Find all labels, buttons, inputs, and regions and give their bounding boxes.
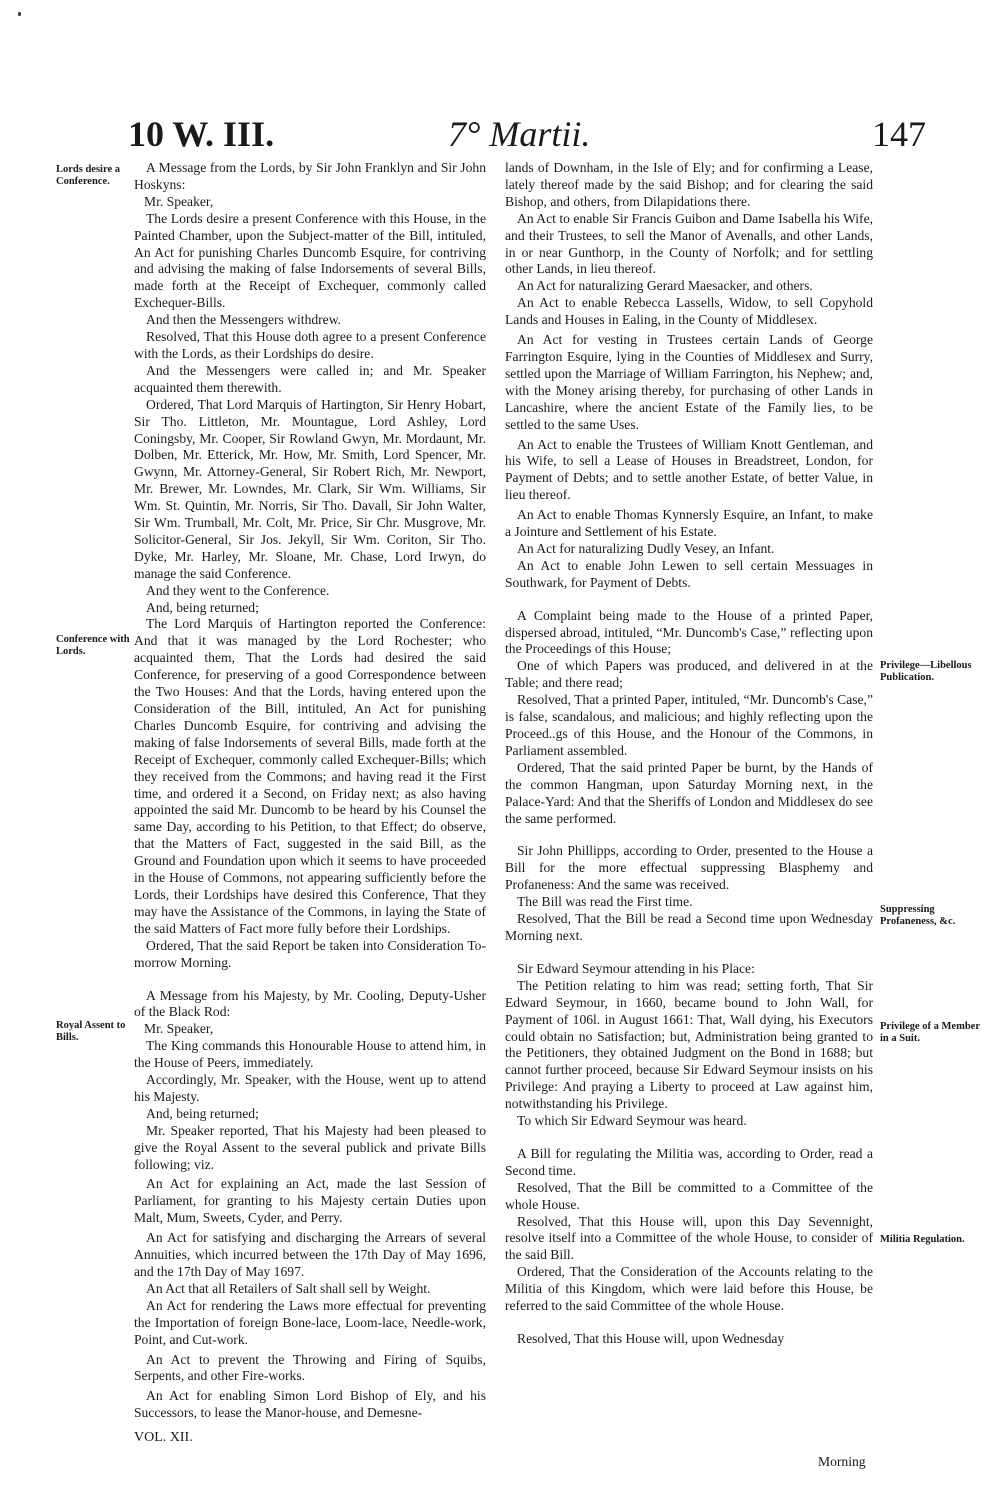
paragraph: To which Sir Edward Seymour was heard. [517, 1113, 747, 1129]
paragraph: And the Messengers were called in; and Mr. Speaker acquainted them therewith. [134, 362, 486, 395]
paragraph: An Act for naturalizing Gerard Maesacker, and others. [517, 278, 813, 294]
regnal-year: 10 W. III. [128, 114, 275, 154]
paragraph: An Act for satisfying and discharging the Arrears of several Annuities, which incurred between the 17th Day of May 1696, and the 17th Day of May 1697. [134, 1230, 486, 1279]
paragraph: An Act to enable Thomas Kynnersly Esquire, an Infant, to make a Jointure and Settlement of his Estate. [505, 507, 873, 540]
paragraph: An Act for naturalizing Dudly Vesey, an Infant. [517, 540, 775, 556]
paragraph: And then the Messengers withdrew. [146, 312, 342, 328]
catchword: Morning [818, 1454, 866, 1469]
ink-speck [18, 12, 21, 16]
paragraph: Ordered, That Lord Marquis of Hartington, Sir Henry Hobart, Sir Tho. Littleton, Mr. Mountague, Lord Ashley, Lord Coningsby, Mr. Cooper, Sir Rowland Gwyn, Mr. Mordaunt, Mr. Dolben, Mr. Etterick, Mr. How, Mr. Smith, Lord Spencer, Mr. Gwynn, Mr. Attorney-General, Sir Robert Rich, Mr. Newport, Mr. Brewer, Mr. Lowndes, Mr. Clark, Sir Wm. Williams, Sir Wm. St. Quintin, Mr. Norris, Sir Tho. Davall, Sir John Walter, Sir Wm. Trumball, Mr. Colt, Mr. Price, Sir Chr. Musgrove, Mr. Solicitor-General, Sir Jos. Jekyll, Sir Wm. Coriton, Sir Tho. Dyke, Mr. Harley, Mr. Sloane, Mr. Chase, Lord Irwyn, do manage the said Conference. [134, 396, 486, 581]
paragraph: Ordered, That the said printed Paper be burnt, by the Hands of the common Hangman, upon Saturday Morning next, in the Palace-Yard: And that the Sheriffs of London and Middlesex do see the same performed. [505, 759, 873, 826]
margin-note-privilege: Privilege—Libellous Publication. [880, 660, 972, 683]
paragraph: Mr. Speaker reported, That his Majesty had been pleased to give the Royal Assent to the several publick and private Bills following; viz. [134, 1122, 486, 1172]
margin-note-lords-desire: Lords desire a Conference. [56, 164, 120, 187]
paragraph: And they went to the Conference. [146, 582, 330, 598]
paragraph: And, being returned; [146, 1105, 259, 1121]
paragraph: Accordingly, Mr. Speaker, with the House, went up to attend his Majesty. [134, 1072, 486, 1104]
paragraph: An Act for explaining an Act, made the last Session of Parliament, for granting to his Majesty certain Duties upon Malt, Mum, Sweets, Cyder, and Perry. [134, 1176, 486, 1226]
paragraph: A Message from his Majesty, by Mr. Cooling, Deputy-Usher of the Black Rod: [134, 987, 486, 1020]
paragraph: An Act for enabling Simon Lord Bishop of Ely, and his Successors, to lease the Manor-house, and Demesne- [134, 1388, 486, 1421]
paragraph: An Act to enable Rebecca Lassells, Widow, to sell Copyhold Lands and Houses in Ealing, in the County of Middlesex. [505, 295, 873, 328]
paragraph: The Lords desire a present Conference with this House, in the Painted Chamber, upon the Subject-matter of the Bill, intituled, An Act for punishing Charles Duncomb Esquire, for contriving and advising the making of false Indorsements of several Bills, made forth at the Receipt of Exchequer, commonly called Exchequer-Bills. [134, 210, 486, 311]
paragraph: One of which Papers was produced, and delivered in at the Table; and there read; [505, 658, 873, 691]
page-number: 147 [872, 114, 926, 154]
paragraph: An Act to prevent the Throwing and Firing of Squibs, Serpents, and other Fire-works. [134, 1351, 486, 1384]
date-heading: 7° Martii. [448, 114, 591, 154]
right-column [505, 160, 873, 1348]
margin-note-suppressing: Suppressing Profaneness, &c. [880, 904, 956, 927]
paragraph: An Act for rendering the Laws more effectual for preventing the Importation of foreign Bone-lace, Loom-lace, Needle-work, Point, and Cut-work. [134, 1297, 486, 1347]
paragraph: Resolved, That this House will, upon this Day Sevennight, resolve itself into a Committee of the whole House, to consider of the said Bill. [505, 1213, 873, 1263]
paragraph: Resolved, That a printed Paper, intituled, “Mr. Duncomb's Case,” is false, scandalous, and malicious; and highly reflecting upon the Proceed..gs of this House, and the Honour of the Commons, in Parliament assembled. [505, 692, 873, 758]
paragraph: Ordered, That the Consideration of the Accounts relating to the Militia of this Kingdom, which were laid before this House, be referred to the said Committee of the whole House. [505, 1264, 873, 1314]
volume-footer: VOL. XII. [134, 1430, 193, 1445]
paragraph: Resolved, That the Bill be read a Second time upon Wednesday Morning next. [505, 911, 873, 943]
left-column [134, 160, 486, 1422]
paragraph: A Bill for regulating the Militia was, according to Order, read a Second time. [505, 1145, 873, 1178]
margin-note-conference: Conference with Lords. [56, 634, 130, 657]
paragraph: And, being returned; [146, 599, 259, 615]
paragraph: A Message from the Lords, by Sir John Franklyn and Sir John Hoskyns: [134, 160, 486, 192]
paragraph: An Act for vesting in Trustees certain Lands of George Farrington Esquire, lying in the Counties of Middlesex and Surry, settled upon the Marriage of William Farrington, his Nephew; and, with the Money arising thereby, for purchasing of other Lands in Lancashire, where the ancient Estate of the Family lies, to be settled to the same Uses. [505, 332, 873, 432]
paragraph: A Complaint being made to the House of a printed Paper, dispersed abroad, intituled, “Mr. Duncomb's Case,” reflecting upon the Proceedings of this House; [505, 607, 873, 657]
paragraph: Mr. Speaker, [144, 1021, 214, 1037]
paragraph: Sir John Phillipps, according to Order, presented to the House a Bill for the more effectual suppressing Blasphemy and Profaneness: And the same was received. [505, 843, 873, 893]
paragraph: An Act to enable Sir Francis Guibon and Dame Isabella his Wife, and their Trustees, to sell the Manor of Avenalls, and other Lands, in or near Gunthorp, in the County of Norfolk; and for settling other Lands, in lieu thereof. [505, 210, 873, 277]
paragraph: Sir Edward Seymour attending in his Place: [517, 960, 755, 976]
paragraph: Resolved, That this House doth agree to a present Conference with the Lords, as their Lordships do desire. [134, 329, 486, 361]
paragraph: Mr. Speaker, [144, 193, 214, 209]
paragraph: The Bill was read the First time. [517, 894, 693, 910]
paragraph: The Lord Marquis of Hartington reported the Conference: And that it was managed by the Lord Rochester; who acquainted them, That the Lords had desired the said Conference, for preserving of a good Correspondence between the Two Houses: And that the Lords, having entered upon the Consideration of the Bill, intituled, An Act for punishing Charles Duncomb Esquire, for contriving and advising the making of false Indorsements of several Bills, made forth at the Receipt of Exchequer, commonly called Exchequer-Bills; which they received from the Commons; and having read it the First time, and ordered it a Second, on Friday next; as also having appointed the said Mr. Duncomb to be heard by his Counsel the same Day, according to his Petition, to that Effect; do observe, that the Matters of Fact, suggested in the said Bill, as the Ground and Foundation upon which it seems to have proceeded in the House of Commons, not appearing sufficiently before the Lords, their Lordships have desired this Conference, That they may have the Assistance of the Commons, in laying the State of the said Matters of Fact more fully before their Lordships. [134, 616, 486, 936]
paragraph: The Petition relating to him was read; setting forth, That Sir Edward Seymour, in 1660, became bound to John Wall, for Payment of 106l. in August 1661: That, Wall dying, his Executors could obtain no Satisfaction; but, Administration being granted to the Petitioners, they obtained Judgment on the Bond in 1688; but cannot further proceed, because Sir Edward Seymour insists on his Privilege: And praying a Liberty to proceed at Law against him, notwithstanding his Privilege. [505, 977, 873, 1112]
paragraph: Resolved, That this House will, upon Wednesday [517, 1331, 785, 1346]
page-header [0, 112, 992, 162]
paragraph: lands of Downham, in the Isle of Ely; and for confirming a Lease, lately thereof made by the said Bishop; and for clearing the said Bishop, and others, from Dilapidations there. [505, 160, 873, 209]
paragraph: Ordered, That the said Report be taken into Consideration To-morrow Morning. [134, 937, 486, 970]
paragraph: An Act that all Retailers of Salt shall sell by Weight. [146, 1280, 431, 1296]
paragraph: The King commands this Honourable House to attend him, in the House of Peers, immediately. [134, 1038, 486, 1071]
margin-note-royal-assent: Royal Assent to Bills. [56, 1020, 126, 1043]
margin-note-privilege-member: Privilege of a Member in a Suit. [880, 1021, 980, 1044]
margin-note-militia: Militia Regulation. [880, 1234, 965, 1245]
paragraph: An Act to enable John Lewen to sell certain Messuages in Southwark, for Payment of Debts. [505, 557, 873, 590]
paragraph: Resolved, That the Bill be committed to a Committee of the whole House. [505, 1179, 873, 1212]
paragraph: An Act to enable the Trustees of William Knott Gentleman, and his Wife, to sell a Lease of Houses in Breadstreet, London, for Payment of Debts; and to settle another Estate, of better Value, in lieu thereof. [505, 436, 873, 503]
